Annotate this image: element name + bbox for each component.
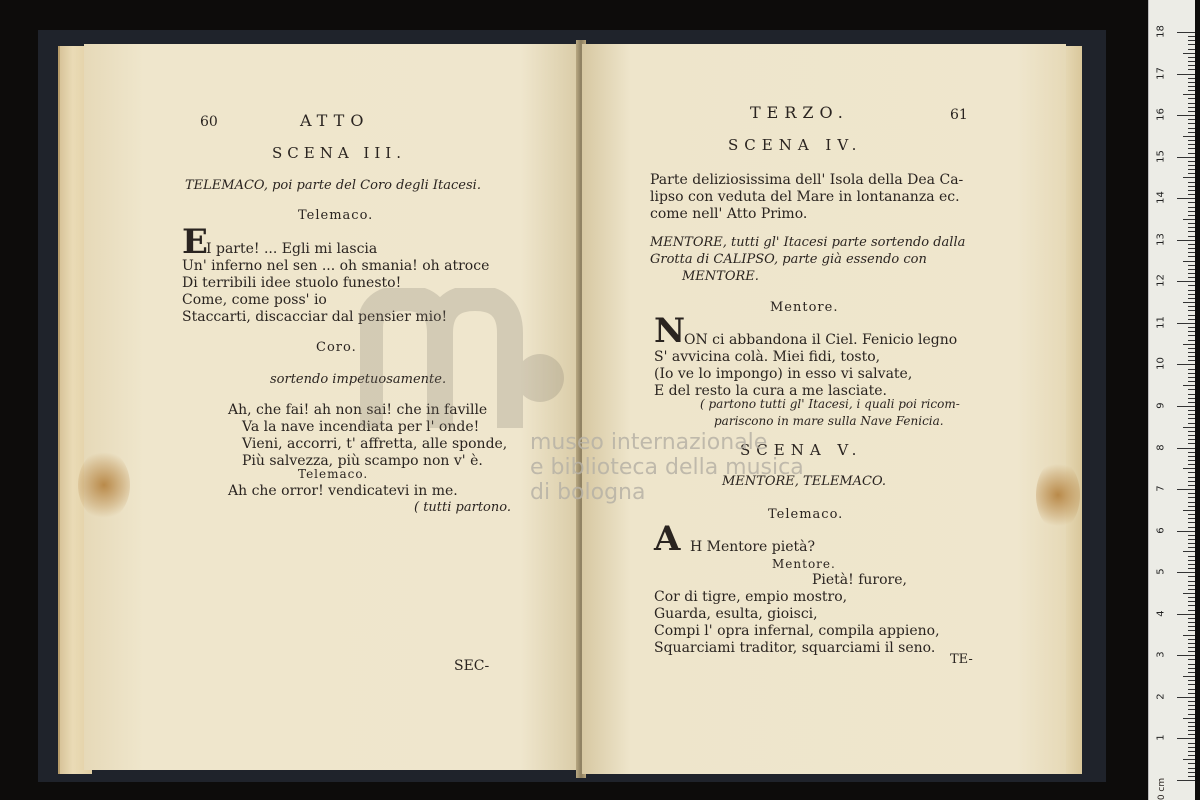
ruler-tick (1183, 676, 1195, 677)
ruler-number: 7 (1155, 485, 1167, 492)
ruler-tick (1183, 177, 1195, 178)
ruler-tick (1188, 643, 1195, 644)
ruler-tick (1188, 252, 1195, 253)
ruler-tick (1188, 265, 1195, 266)
ruler-tick (1177, 281, 1195, 282)
ruler-tick (1177, 738, 1195, 739)
ruler-tick (1188, 49, 1195, 50)
ruler-tick (1188, 581, 1195, 582)
ruler-tick (1188, 165, 1195, 166)
setting-line: lipso con veduta del Mare in lontananza ec. (650, 189, 960, 205)
ruler-tick (1188, 722, 1195, 723)
ruler-tick (1177, 531, 1195, 532)
ruler-tick (1188, 186, 1195, 187)
ruler-tick (1188, 477, 1195, 478)
verse-line: Di terribili idee stuolo funesto! (182, 275, 402, 291)
ruler-tick (1188, 751, 1195, 752)
ruler-tick (1188, 560, 1195, 561)
verse-line: Più salvezza, più scampo non v' è. (242, 453, 483, 469)
left-drop-cap: E (182, 222, 208, 262)
ruler-tick (1188, 763, 1195, 764)
ruler-tick (1188, 481, 1195, 482)
ruler-tick (1183, 344, 1195, 345)
verse-line: (Io ve lo impongo) in esso vi salvate, (654, 366, 913, 382)
ruler-tick (1188, 601, 1195, 602)
ruler-tick (1188, 701, 1195, 702)
ruler-tick (1188, 161, 1195, 162)
ruler-tick (1188, 69, 1195, 70)
ruler-tick (1188, 460, 1195, 461)
ruler-tick (1188, 630, 1195, 631)
ruler-tick (1188, 464, 1195, 465)
ruler-number: 12 (1155, 274, 1167, 288)
left-catchword: SEC- (454, 658, 490, 674)
ruler-tick (1188, 65, 1195, 66)
ruler-number: 3 (1155, 651, 1167, 659)
ruler-tick (1188, 377, 1195, 378)
ruler-tick (1177, 323, 1195, 324)
ruler-tick (1188, 57, 1195, 58)
ruler-tick (1188, 693, 1195, 694)
foxing-stain-right (1036, 460, 1080, 530)
ruler-number: 14 (1155, 191, 1167, 205)
ruler-tick (1183, 718, 1195, 719)
right-speaker-mentore: Mentore. (770, 300, 839, 315)
ruler-tick (1188, 485, 1195, 486)
watermark-line-2: e biblioteca della musica (530, 455, 804, 480)
ruler-tick (1188, 672, 1195, 673)
ruler-tick (1188, 768, 1195, 769)
ruler-tick (1188, 340, 1195, 341)
ruler-tick (1183, 302, 1195, 303)
ruler-tick (1183, 427, 1195, 428)
ruler-tick (1188, 651, 1195, 652)
ruler-tick (1188, 668, 1195, 669)
ruler-tick (1188, 776, 1195, 777)
ruler-number: 16 (1155, 108, 1167, 121)
ruler-number: 15 (1155, 149, 1167, 163)
ruler-tick (1177, 115, 1195, 116)
ruler-tick (1188, 689, 1195, 690)
right-drop-cap-n: N (654, 311, 686, 351)
verse-line: Vieni, accorri, t' affretta, alle sponde, (242, 436, 508, 452)
ruler-tick (1188, 227, 1195, 228)
ruler-tick (1188, 493, 1195, 494)
ruler-tick (1188, 207, 1195, 208)
setting-line: Parte deliziosissima dell' Isola della Dea Ca- (650, 172, 964, 188)
ruler-tick (1188, 522, 1195, 523)
ruler-tick (1177, 74, 1195, 75)
direction-line: ( partono tutti gl' Itacesi, i quali poi ricom- (700, 397, 960, 411)
ruler-tick (1188, 456, 1195, 457)
ruler-number: 9 (1155, 402, 1167, 409)
ruler-tick (1177, 655, 1195, 656)
left-stage-direction: TELEMACO, poi parte del Coro degli Itacesi. (185, 178, 481, 193)
ruler-tick (1188, 119, 1195, 120)
direction-line: pariscono in mare sulla Nave Fenicia. (714, 414, 944, 428)
ruler-tick (1188, 568, 1195, 569)
right-speaker-mentore-2: Mentore. (772, 557, 836, 571)
ruler-tick (1188, 190, 1195, 191)
ruler-tick (1188, 269, 1195, 270)
ruler-tick (1188, 435, 1195, 436)
ruler-tick (1183, 759, 1195, 760)
verse-line: Un' inferno nel sen ... oh smania! oh atroce (182, 258, 490, 274)
ruler-tick (1188, 539, 1195, 540)
ruler-tick (1188, 431, 1195, 432)
ruler-tick (1188, 414, 1195, 415)
ruler-tick (1188, 123, 1195, 124)
right-page-number: 61 (950, 107, 968, 123)
ruler-tick (1188, 705, 1195, 706)
ruler-tick (1188, 423, 1195, 424)
ruler-tick (1188, 622, 1195, 623)
ruler-tick (1188, 107, 1195, 108)
ruler-number: 13 (1155, 232, 1167, 246)
ruler-tick (1188, 215, 1195, 216)
left-speaker-coro: Coro. (316, 340, 357, 355)
ruler-tick (1183, 510, 1195, 511)
ruler-tick (1188, 202, 1195, 203)
ruler-tick (1188, 315, 1195, 316)
ruler-tick (1188, 734, 1195, 735)
museum-logo-watermark (360, 288, 570, 438)
ruler-tick (1188, 443, 1195, 444)
ruler-tick (1188, 547, 1195, 548)
verse-line: Cor di tigre, empio mostro, (654, 589, 848, 605)
ruler-tick (1177, 448, 1195, 449)
ruler-tick (1188, 90, 1195, 91)
ruler-tick (1177, 697, 1195, 698)
ruler-tick (1188, 290, 1195, 291)
ruler-tick (1188, 381, 1195, 382)
ruler-tick (1188, 36, 1195, 37)
ruler-tick (1188, 535, 1195, 536)
verse-line: I parte! ... Egli mi lascia (206, 241, 378, 257)
ruler-tick (1188, 61, 1195, 62)
ruler-tick (1188, 755, 1195, 756)
ruler-tick (1183, 635, 1195, 636)
ruler-tick (1188, 153, 1195, 154)
ruler-tick (1188, 402, 1195, 403)
ruler-tick (1188, 148, 1195, 149)
watermark-line-3: di bologna (530, 480, 646, 505)
ruler-tick (1188, 556, 1195, 557)
ruler-tick (1188, 86, 1195, 87)
ruler-tick (1188, 173, 1195, 174)
ruler-tick (1188, 589, 1195, 590)
foxing-stain (78, 450, 130, 520)
ruler-tick (1188, 585, 1195, 586)
ruler-tick (1188, 639, 1195, 640)
ruler-tick (1183, 468, 1195, 469)
ruler-tick (1188, 223, 1195, 224)
ruler-tick (1188, 335, 1195, 336)
ruler-tick (1177, 364, 1195, 365)
ruler-tick (1188, 389, 1195, 390)
ruler-tick (1188, 128, 1195, 129)
ruler-tick (1188, 40, 1195, 41)
ruler-tick (1188, 709, 1195, 710)
left-exit-direction: ( tutti partono. (414, 500, 511, 515)
verse-line: Pietà! furore, (812, 572, 907, 588)
ruler-number: 6 (1155, 526, 1167, 534)
right-scene-title-2: SCENA V. (740, 441, 863, 459)
ruler-tick (1177, 32, 1195, 33)
ruler-tick (1188, 306, 1195, 307)
right-telemaco-line: H Mentore pietà? (690, 539, 815, 555)
ruler-tick (1188, 564, 1195, 565)
ruler-tick (1188, 647, 1195, 648)
ruler-number: 4 (1155, 610, 1167, 617)
ruler-number: 17 (1155, 66, 1167, 80)
ruler-tick (1188, 285, 1195, 286)
verse-line: ON ci abbandona il Ciel. Fenicio legno (684, 332, 958, 348)
measurement-ruler (1148, 0, 1195, 800)
ruler-tick (1188, 743, 1195, 744)
right-scene-title: SCENA IV. (728, 136, 863, 154)
ruler-tick (1188, 730, 1195, 731)
ruler-tick (1177, 157, 1195, 158)
ruler-tick (1188, 518, 1195, 519)
setting-line: come nell' Atto Primo. (650, 206, 808, 222)
ruler-tick (1188, 273, 1195, 274)
ruler-number: 10 (1155, 357, 1167, 371)
ruler-tick (1188, 726, 1195, 727)
ruler-tick (1188, 144, 1195, 145)
ruler-tick (1188, 369, 1195, 370)
ruler-tick (1188, 132, 1195, 133)
ruler-tick (1188, 502, 1195, 503)
ruler-number: 8 (1155, 443, 1167, 451)
ruler-tick (1188, 360, 1195, 361)
left-scene-title: SCENA III. (272, 144, 406, 162)
ruler-tick (1188, 348, 1195, 349)
ruler-number: 11 (1155, 316, 1167, 329)
ruler-tick (1188, 680, 1195, 681)
ruler-tick (1188, 277, 1195, 278)
right-drop-cap-a: A (654, 519, 681, 559)
right-catchword: TE- (950, 652, 973, 667)
ruler-tick (1188, 327, 1195, 328)
ruler-zero-label: 0 cm (1157, 777, 1168, 800)
ruler-tick (1188, 194, 1195, 195)
ruler-tick (1188, 452, 1195, 453)
ruler-tick (1188, 527, 1195, 528)
ruler-tick (1188, 352, 1195, 353)
ruler-tick (1188, 248, 1195, 249)
ruler-tick (1177, 240, 1195, 241)
ruler-tick (1188, 576, 1195, 577)
ruler-tick (1188, 472, 1195, 473)
ruler-tick (1188, 543, 1195, 544)
ruler-tick (1188, 394, 1195, 395)
direction-line: MENTORE. (682, 269, 759, 284)
ruler-tick (1183, 94, 1195, 95)
ruler-tick (1188, 772, 1195, 773)
ruler-tick (1188, 684, 1195, 685)
direction-line: MENTORE, tutti gl' Itacesi parte sortendo dalla (650, 235, 966, 250)
ruler-tick (1188, 747, 1195, 748)
ruler-tick (1188, 319, 1195, 320)
ruler-tick (1188, 664, 1195, 665)
ruler-tick (1188, 211, 1195, 212)
ruler-number: 5 (1155, 568, 1167, 575)
ruler-tick (1183, 261, 1195, 262)
ruler-tick (1188, 169, 1195, 170)
left-verse-3: Ah che orror! vendicatevi in me. (228, 483, 458, 499)
verse-line: Compi l' opra infernal, compila appieno, (654, 623, 940, 639)
ruler-tick (1188, 497, 1195, 498)
verse-line: Come, come poss' io (182, 292, 327, 308)
right-characters: MENTORE, TELEMACO. (722, 474, 887, 489)
ruler-tick (1188, 605, 1195, 606)
verse-line: Ah, che fai! ah non sai! che in faville (228, 402, 488, 418)
ruler-tick (1188, 103, 1195, 104)
ruler-tick (1188, 140, 1195, 141)
ruler-tick (1188, 618, 1195, 619)
ruler-tick (1188, 418, 1195, 419)
museum-watermark-text (530, 430, 804, 505)
ruler-tick (1188, 44, 1195, 45)
ruler-tick (1188, 398, 1195, 399)
ruler-tick (1183, 551, 1195, 552)
ruler-tick (1188, 610, 1195, 611)
ruler-tick (1183, 136, 1195, 137)
ruler-tick (1177, 198, 1195, 199)
direction-line: Grotta di CALIPSO, parte già essendo con (650, 252, 927, 267)
ruler-tick (1183, 385, 1195, 386)
ruler-tick (1188, 98, 1195, 99)
ruler-tick (1188, 231, 1195, 232)
watermark-line-1: museo internazionale (530, 430, 768, 455)
ruler-tick (1188, 298, 1195, 299)
verse-line: S' avvicina colà. Miei fidi, tosto, (654, 349, 881, 365)
ruler-number: 1 (1155, 734, 1167, 742)
ruler-tick (1188, 626, 1195, 627)
ruler-tick (1188, 331, 1195, 332)
ruler-tick (1188, 111, 1195, 112)
verse-line: Staccarti, discacciar dal pensier mio! (182, 309, 448, 325)
verse-line: Va la nave incendiata per l' onde! (242, 419, 480, 435)
ruler-tick (1183, 219, 1195, 220)
ruler-tick (1188, 439, 1195, 440)
right-speaker-telemaco: Telemaco. (768, 507, 844, 522)
ruler-tick (1188, 182, 1195, 183)
ruler-tick (1188, 310, 1195, 311)
ruler-number: 18 (1155, 25, 1167, 38)
ruler-number: 2 (1155, 693, 1167, 700)
ruler-tick (1177, 572, 1195, 573)
left-page-number: 60 (200, 114, 218, 130)
ruler-tick (1188, 714, 1195, 715)
left-speaker-telemaco-2: Telemaco. (298, 467, 369, 481)
ruler-tick (1188, 356, 1195, 357)
ruler-tick (1188, 244, 1195, 245)
ruler-tick (1188, 597, 1195, 598)
ruler-tick (1177, 406, 1195, 407)
ruler-tick (1177, 780, 1195, 781)
ruler-tick (1177, 614, 1195, 615)
ruler-tick (1183, 593, 1195, 594)
ruler-tick (1188, 410, 1195, 411)
ruler-tick (1188, 514, 1195, 515)
ruler-tick (1188, 82, 1195, 83)
verse-line: Squarciami traditor, squarciami il seno. (654, 640, 936, 656)
left-direction-coro: sortendo impetuosamente. (270, 372, 447, 387)
verse-line: Guarda, esulta, gioisci, (654, 606, 818, 622)
left-running-head: ATTO (300, 111, 370, 130)
ruler-tick (1188, 506, 1195, 507)
ruler-tick (1183, 53, 1195, 54)
ruler-tick (1177, 489, 1195, 490)
ruler-tick (1188, 256, 1195, 257)
right-running-head: TERZO. (750, 103, 849, 122)
left-speaker-telemaco: Telemaco. (298, 208, 374, 223)
ruler-tick (1188, 78, 1195, 79)
ruler-tick (1188, 294, 1195, 295)
ruler-tick (1188, 659, 1195, 660)
ruler-tick (1188, 373, 1195, 374)
verse-line: E del resto la cura a me lasciate. (654, 383, 887, 399)
ruler-tick (1188, 236, 1195, 237)
